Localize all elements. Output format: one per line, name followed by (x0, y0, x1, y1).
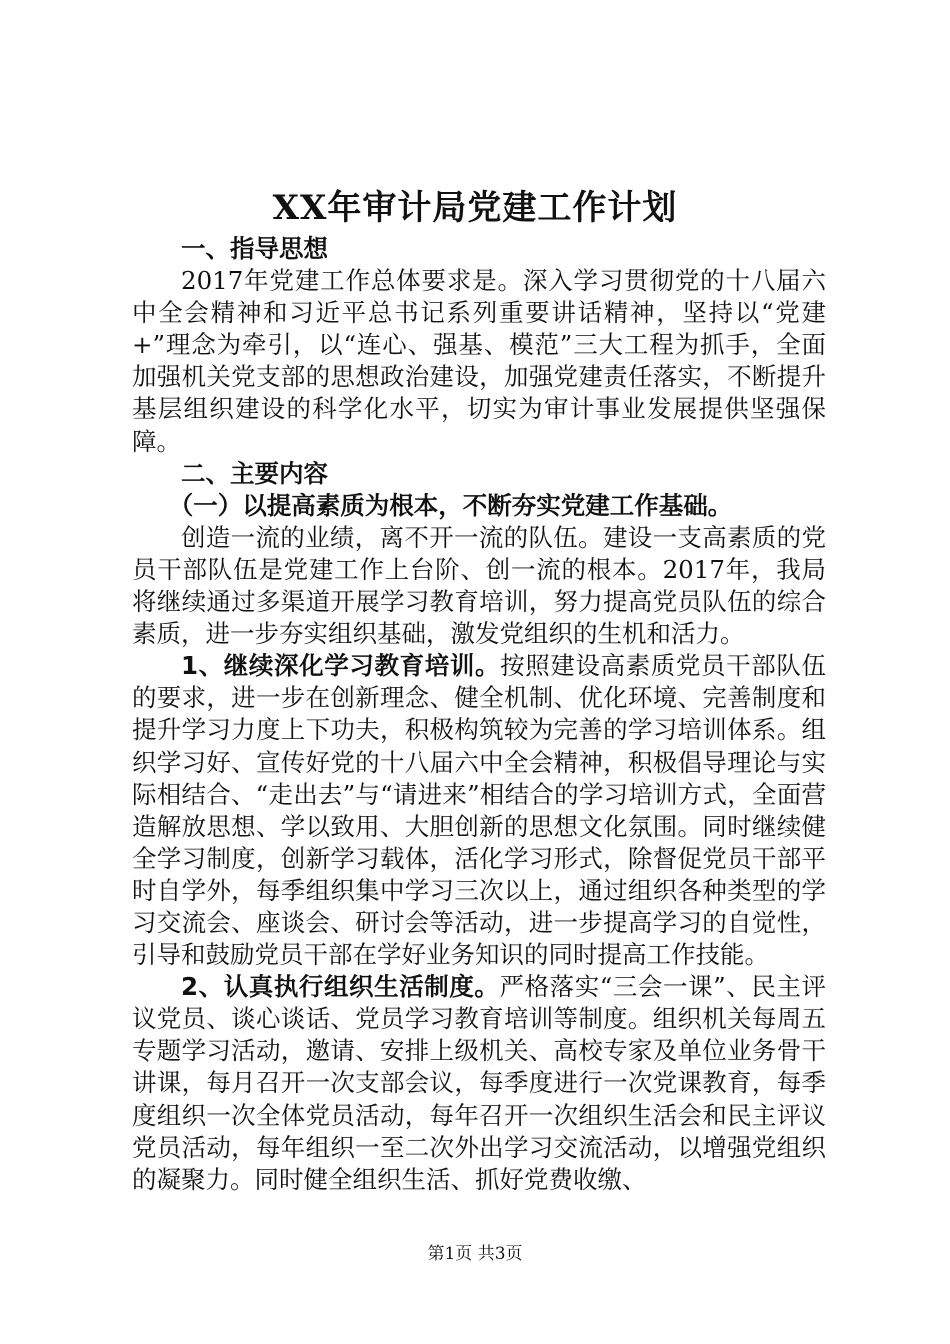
document-body (132, 233, 826, 1196)
section-heading-guiding-ideology: 一、指导思想 (181, 234, 328, 263)
document-title: XX年审计局党建工作计划 (272, 188, 678, 228)
subsection-heading-quality: （一）以提高素质为根本，不断夯实党建工作基础。 (168, 490, 733, 520)
paragraph-quality: 创造一流的业绩，离不开一流的队伍。建设一支高素质的党员干部队伍是党建工作上台阶、创一流的根本。2017年，我局将继续通过多渠道开展学习教育培训，努力提高党员队伍的综合素质，进一步夯实组织基础，激发党组织的生机和活力。 (132, 522, 826, 649)
section-heading-main-content: 二、主要内容 (181, 458, 328, 488)
item-1-lead: 1、继续深化学习教育培训。 (181, 651, 501, 681)
item-1-text: 按照建设高素质党员干部队伍的要求，进一步在创新理念、健全机制、优化环境、完善制度和提升学习力度上下功夫，积极构筑较为完善的学习培训体系。组织学习好、宣传好党的十八届六中全会精神，积极倡导理论与实际相结合、“走出去”与“请进来”相结合的学习培训方式，全面营造解放思想、学以致用、大胆创新的思想文化氛围。同时继续健全学习制度，创新学习载体，活化学习形式，除督促党员干部平时自学外，每季组织集中学习三次以上，通过组织各种类型的学习交流会、座谈会、研讨会等活动，进一步提高学习的自觉性，引导和鼓励党员干部在学好业务知识的同时提高工作技能。 (132, 651, 827, 970)
paragraph-item-2 (132, 971, 826, 1196)
item-2-lead: 2、认真执行组织生活制度。 (181, 972, 500, 1002)
page-footer: 第1页 共3页 (427, 1244, 523, 1264)
paragraph-item-1 (132, 650, 826, 971)
item-2-text: 严格落实“三会一课”、民主评议党员、谈心谈话、党员学习教育培训等制度。组织机关每周五专题学习活动，邀请、安排上级机关、高校专家及单位业务骨干讲课，每月召开一次支部会议，每季度进行一次党课教育，每季度组织一次全体党员活动，每年召开一次组织生活会和民主评议党员活动，每年组织一至二次外出学习交流活动，以增强党组织的凝聚力。同时健全组织生活、抓好党费收缴、 (132, 972, 826, 1194)
paragraph-guiding-ideology: 2017年党建工作总体要求是。深入学习贯彻党的十八届六中全会精神和习近平总书记系列重要讲话精神，坚持以“党建+”理念为牵引，以“连心、强基、模范”三大工程为抓手，全面加强机关党支部的思想政治建设，加强党建责任落实，不断提升基层组织建设的科学化水平，切实为审计事业发展提供坚强保障。 (132, 266, 826, 456)
